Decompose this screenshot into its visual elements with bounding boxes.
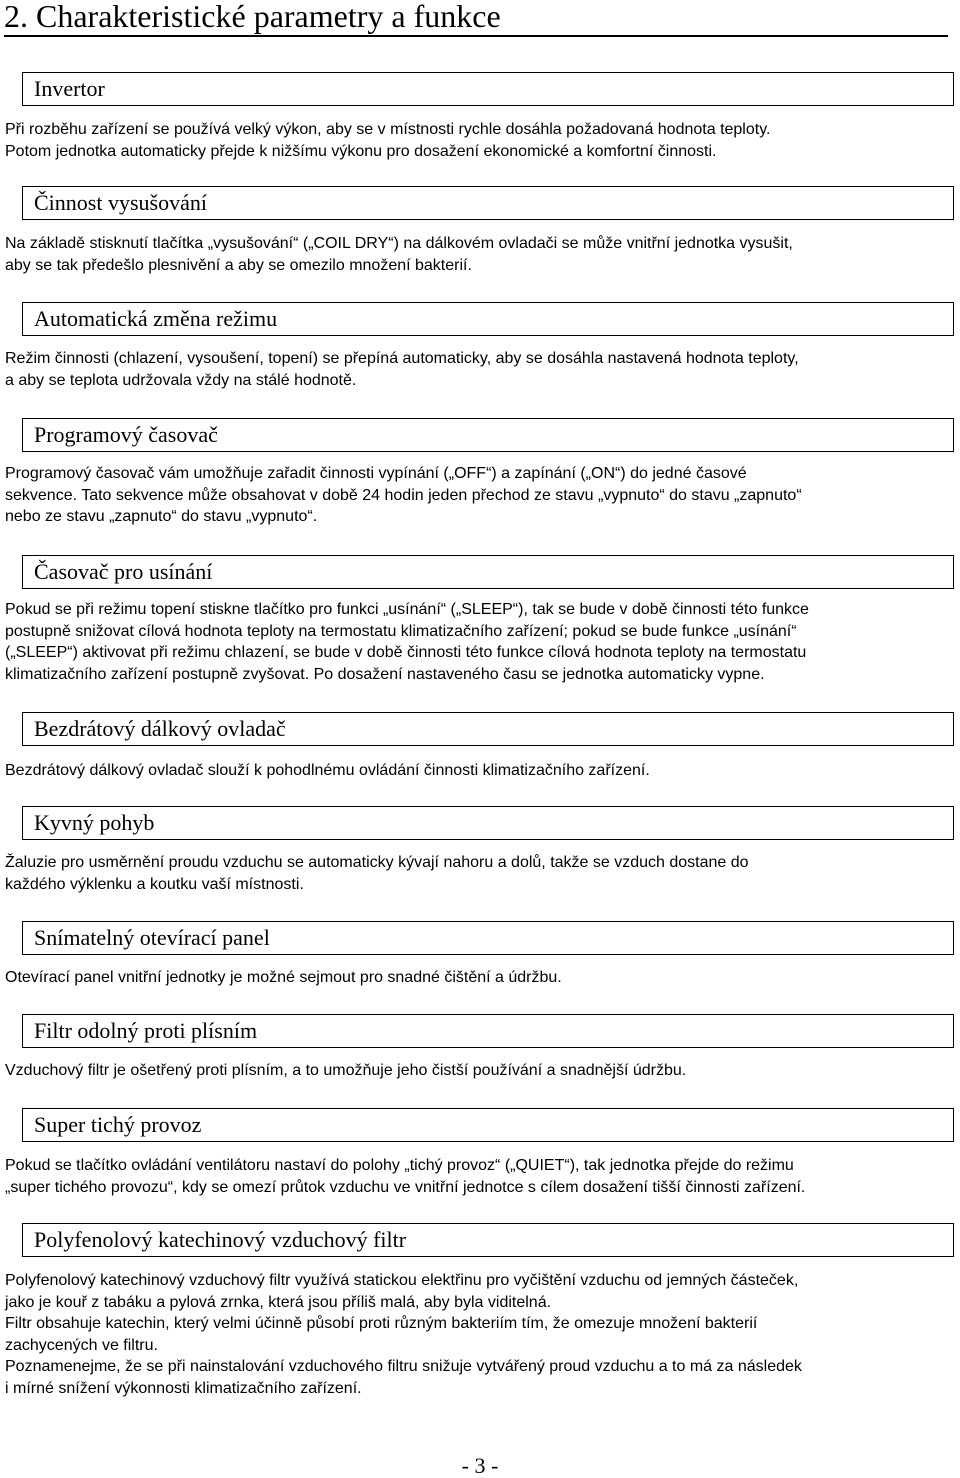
section-heading-programovy-casovac: Programový časovač (22, 418, 954, 452)
section-heading-automaticka-zmena-rezimu: Automatická změna režimu (22, 302, 954, 336)
text-line: postupně snižovat cílová hodnota teploty na termostatu klimatizačního zařízení; pokud se bude funkce „usínání“ (5, 622, 797, 640)
text-line: a aby se teplota udržovala vždy na stálé hodnotě. (5, 371, 357, 389)
section-text-casovac-pro-usinani (5, 599, 955, 685)
section-heading-snimatelny-oteviraci-panel: Snímatelný otevírací panel (22, 921, 954, 955)
section-text-polyfenolovy-filtr (5, 1270, 955, 1399)
text-line: Vzduchový filtr je ošetřený proti plísním, a to umožňuje jeho čistší používání a snadnější údržbu. (5, 1062, 687, 1079)
section-text-bezdratovy-dalkovy-ovladac (5, 760, 955, 782)
text-line: i mírné snížení výkonnosti klimatizačního zařízení. (5, 1379, 362, 1397)
section-text-snimatelny-oteviraci-panel (5, 967, 955, 989)
section-text-cinnost-vysusovani (5, 233, 955, 276)
section-text-automaticka-zmena-rezimu (5, 348, 955, 391)
text-line: sekvence. Tato sekvence může obsahovat v době 24 hodin jeden přechod ze stavu „vypnuto“ do stavu „zapnuto“ (5, 486, 802, 504)
text-line: klimatizačního zařízení postupně zvyšovat. Po dosažení nastaveného času se jednotka automaticky vypne. (5, 665, 765, 683)
section-heading-casovac-pro-usinani: Časovač pro usínání (22, 555, 954, 589)
text-line: zachycených ve filtru. (5, 1336, 158, 1354)
text-line: Režim činnosti (chlazení, vysoušení, topení) se přepíná automaticky, aby se dosáhla nastavená hodnota teploty, (5, 350, 799, 367)
text-line: Potom jednotka automaticky přejde k nižšímu výkonu pro dosažení ekonomické a komfortní činnosti. (5, 142, 717, 160)
text-line: „super tichého provozu“, kdy se omezí průtok vzduchu ve vnitřní jednotce s cílem dosažení tišší činnosti zařízení. (5, 1178, 806, 1196)
text-line: Filtr obsahuje katechin, který velmi účinně působí proti různým bakteriím tím, že omezuje množení bakterií (5, 1315, 758, 1332)
section-heading-cinnost-vysusovani: Činnost vysušování (22, 186, 954, 220)
text-line: nebo ze stavu „zapnuto“ do stavu „vypnuto“. (5, 508, 318, 525)
section-heading-kyvny-pohyb: Kyvný pohyb (22, 806, 954, 840)
text-line: Programový časovač vám umožňuje zařadit činnosti vypínání („OFF“) a zapínání („ON“) do jedné časové (5, 465, 747, 482)
section-heading-filtr-odolny-proti-plisnim: Filtr odolný proti plísním (22, 1014, 954, 1048)
section-heading-bezdratovy-dalkovy-ovladac: Bezdrátový dálkový ovladač (22, 712, 954, 746)
text-line: aby se tak předešlo plesnivění a aby se omezilo množení bakterií. (5, 256, 472, 274)
text-line: Polyfenolový katechinový vzduchový filtr využívá statickou elektřinu pro vyčištění vzduchu od jemných částeček, (5, 1272, 799, 1289)
section-text-invertor (5, 119, 955, 162)
section-heading-super-tichy-provoz: Super tichý provoz (22, 1108, 954, 1142)
text-line: Poznamenejme, že se při nainstalování vzduchového filtru snižuje vytvářený proud vzduchu a to má za následek (5, 1358, 802, 1375)
page-number: - 3 - (461, 1453, 499, 1478)
text-line: Otevírací panel vnitřní jednotky je možné sejmout pro snadné čištění a údržbu. (5, 969, 562, 986)
section-heading-polyfenolovy-filtr: Polyfenolový katechinový vzduchový filtr (22, 1223, 954, 1257)
text-line: Na základě stisknutí tlačítka „vysušování“ („COIL DRY“) na dálkovém ovladači se může vnitřní jednotka vysušit, (5, 235, 793, 252)
section-text-kyvny-pohyb (5, 852, 955, 895)
text-line: („SLEEP“) aktivovat při režimu chlazení, se bude v době činnosti této funkce cílová hodnota teploty na termostatu (5, 644, 807, 661)
section-text-super-tichy-provoz (5, 1155, 955, 1198)
text-line: Pokud se tlačítko ovládání ventilátoru nastaví do polohy „tichý provoz“ („QUIET“), tak jednotka přejde do režimu (5, 1157, 794, 1174)
text-line: Pokud se při režimu topení stiskne tlačítko pro funkci „usínání“ („SLEEP“), tak se bude v době činnosti této funkce (5, 601, 809, 618)
text-line: Při rozběhu zařízení se používá velký výkon, aby se v místnosti rychle dosáhla požadovaná hodnota teploty. (5, 121, 771, 138)
text-line: Žaluzie pro usměrnění proudu vzduchu se automaticky kývají nahoru a dolů, takže se vzduch dostane do (5, 854, 749, 871)
section-heading-invertor: Invertor (22, 72, 954, 106)
text-line: jako je kouř z tabáku a pylová zrnka, která jsou příliš malá, aby byla viditelná. (5, 1293, 552, 1311)
page-title: 2. Charakteristické parametry a funkce (4, 0, 948, 37)
text-line: Bezdrátový dálkový ovladač slouží k pohodlnému ovládání činnosti klimatizačního zařízení. (5, 762, 650, 779)
section-text-programovy-casovac (5, 463, 955, 528)
section-text-filtr-odolny-proti-plisnim (5, 1060, 955, 1082)
text-line: každého výklenku a koutku vaší místnosti. (5, 875, 304, 893)
